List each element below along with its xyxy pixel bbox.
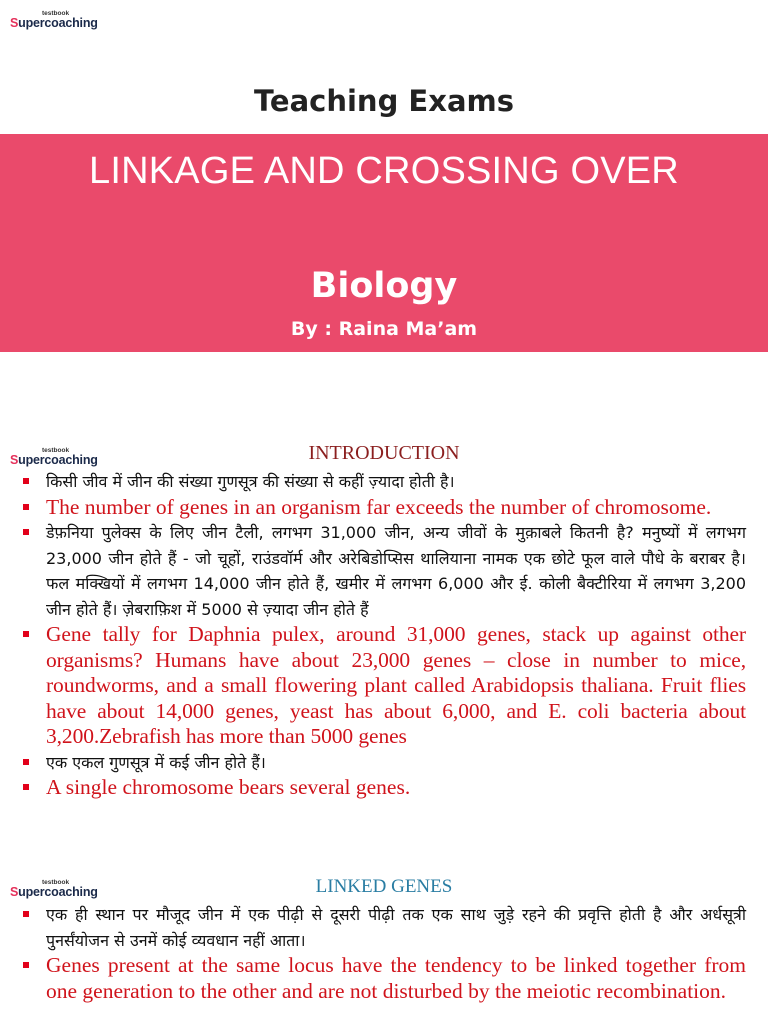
section-heading-introduction: INTRODUCTION	[308, 442, 460, 464]
supercoaching-logo	[10, 10, 98, 31]
logo-brand: Supercoaching	[10, 885, 98, 899]
bullet-item: डेफ़निया पुलेक्स के लिए जीन टैली, लगभग 31,000 जीन, अन्य जीवों के मुक़ाबले कितनी है? मनुष्यों में लगभग 23,000 जीन होते हैं - जो चूहों, राउंडवॉर्म और अरेबिडोप्सिस थालियाना नामक एक छोटे फूल वाले पौधे के बराबर है। फल मक्खियों में लगभग 14,000 जीन होते हैं, खमीर में लगभग 6,000 और ई. कोली बैक्टीरिया में लगभग 3,200 जीन होते हैं। ज़ेबराफ़िश में 5000 से ज़्यादा जीन होते हैं	[22, 520, 746, 622]
logo-small-text: testbook	[42, 879, 70, 886]
author-label: By : Raina Ma’am	[290, 318, 478, 340]
slide-title: LINKAGE AND CROSSING OVER	[89, 150, 679, 192]
bullet-item: एक एकल गुणसूत्र में कई जीन होते हैं।	[22, 750, 746, 776]
bullet-item: एक ही स्थान पर मौजूद जीन में एक पीढ़ी से दूसरी पीढ़ी तक एक साथ जुड़े रहने की प्रवृत्ति होती है और अर्धसूत्री पुनर्संयोजन से उनमें कोई व्यवधान नहीं आता।	[22, 902, 746, 953]
logo-brand: Supercoaching	[10, 453, 98, 467]
bullet-item: Gene tally for Daphnia pulex, around 31,000 genes, stack up against other organisms? Humans have about 23,000 genes – close in number to mice, roundworms, and a small flowering plant called Arabidopsis thaliana. Fruit flies have about 14,000 genes, yeast has about 6,000, and E. coli bacteria about 3,200.Zebrafish has more than 5000 genes	[22, 622, 746, 750]
subject-label: Biology	[310, 266, 458, 306]
bullet-item: A single chromosome bears several genes.	[22, 775, 746, 801]
slide-subtitle: Teaching Exams	[253, 84, 514, 118]
logo-brand: Supercoaching	[10, 16, 98, 30]
bullet-item: The number of genes in an organism far exceeds the number of chromosome.	[22, 495, 746, 521]
bullet-item: Genes present at the same locus have the tendency to be linked together from one generation to the other and are not disturbed by the meiotic recombination.	[22, 953, 746, 1004]
logo-small-text: testbook	[42, 447, 70, 454]
intro-bullet-list	[22, 469, 746, 801]
bullet-item: किसी जीव में जीन की संख्या गुणसूत्र की संख्या से कहीं ज़्यादा होती है।	[22, 469, 746, 495]
section-heading-linked-genes: LINKED GENES	[315, 876, 453, 897]
logo-small-text: testbook	[42, 10, 70, 17]
linked-genes-bullet-list	[22, 902, 746, 1004]
